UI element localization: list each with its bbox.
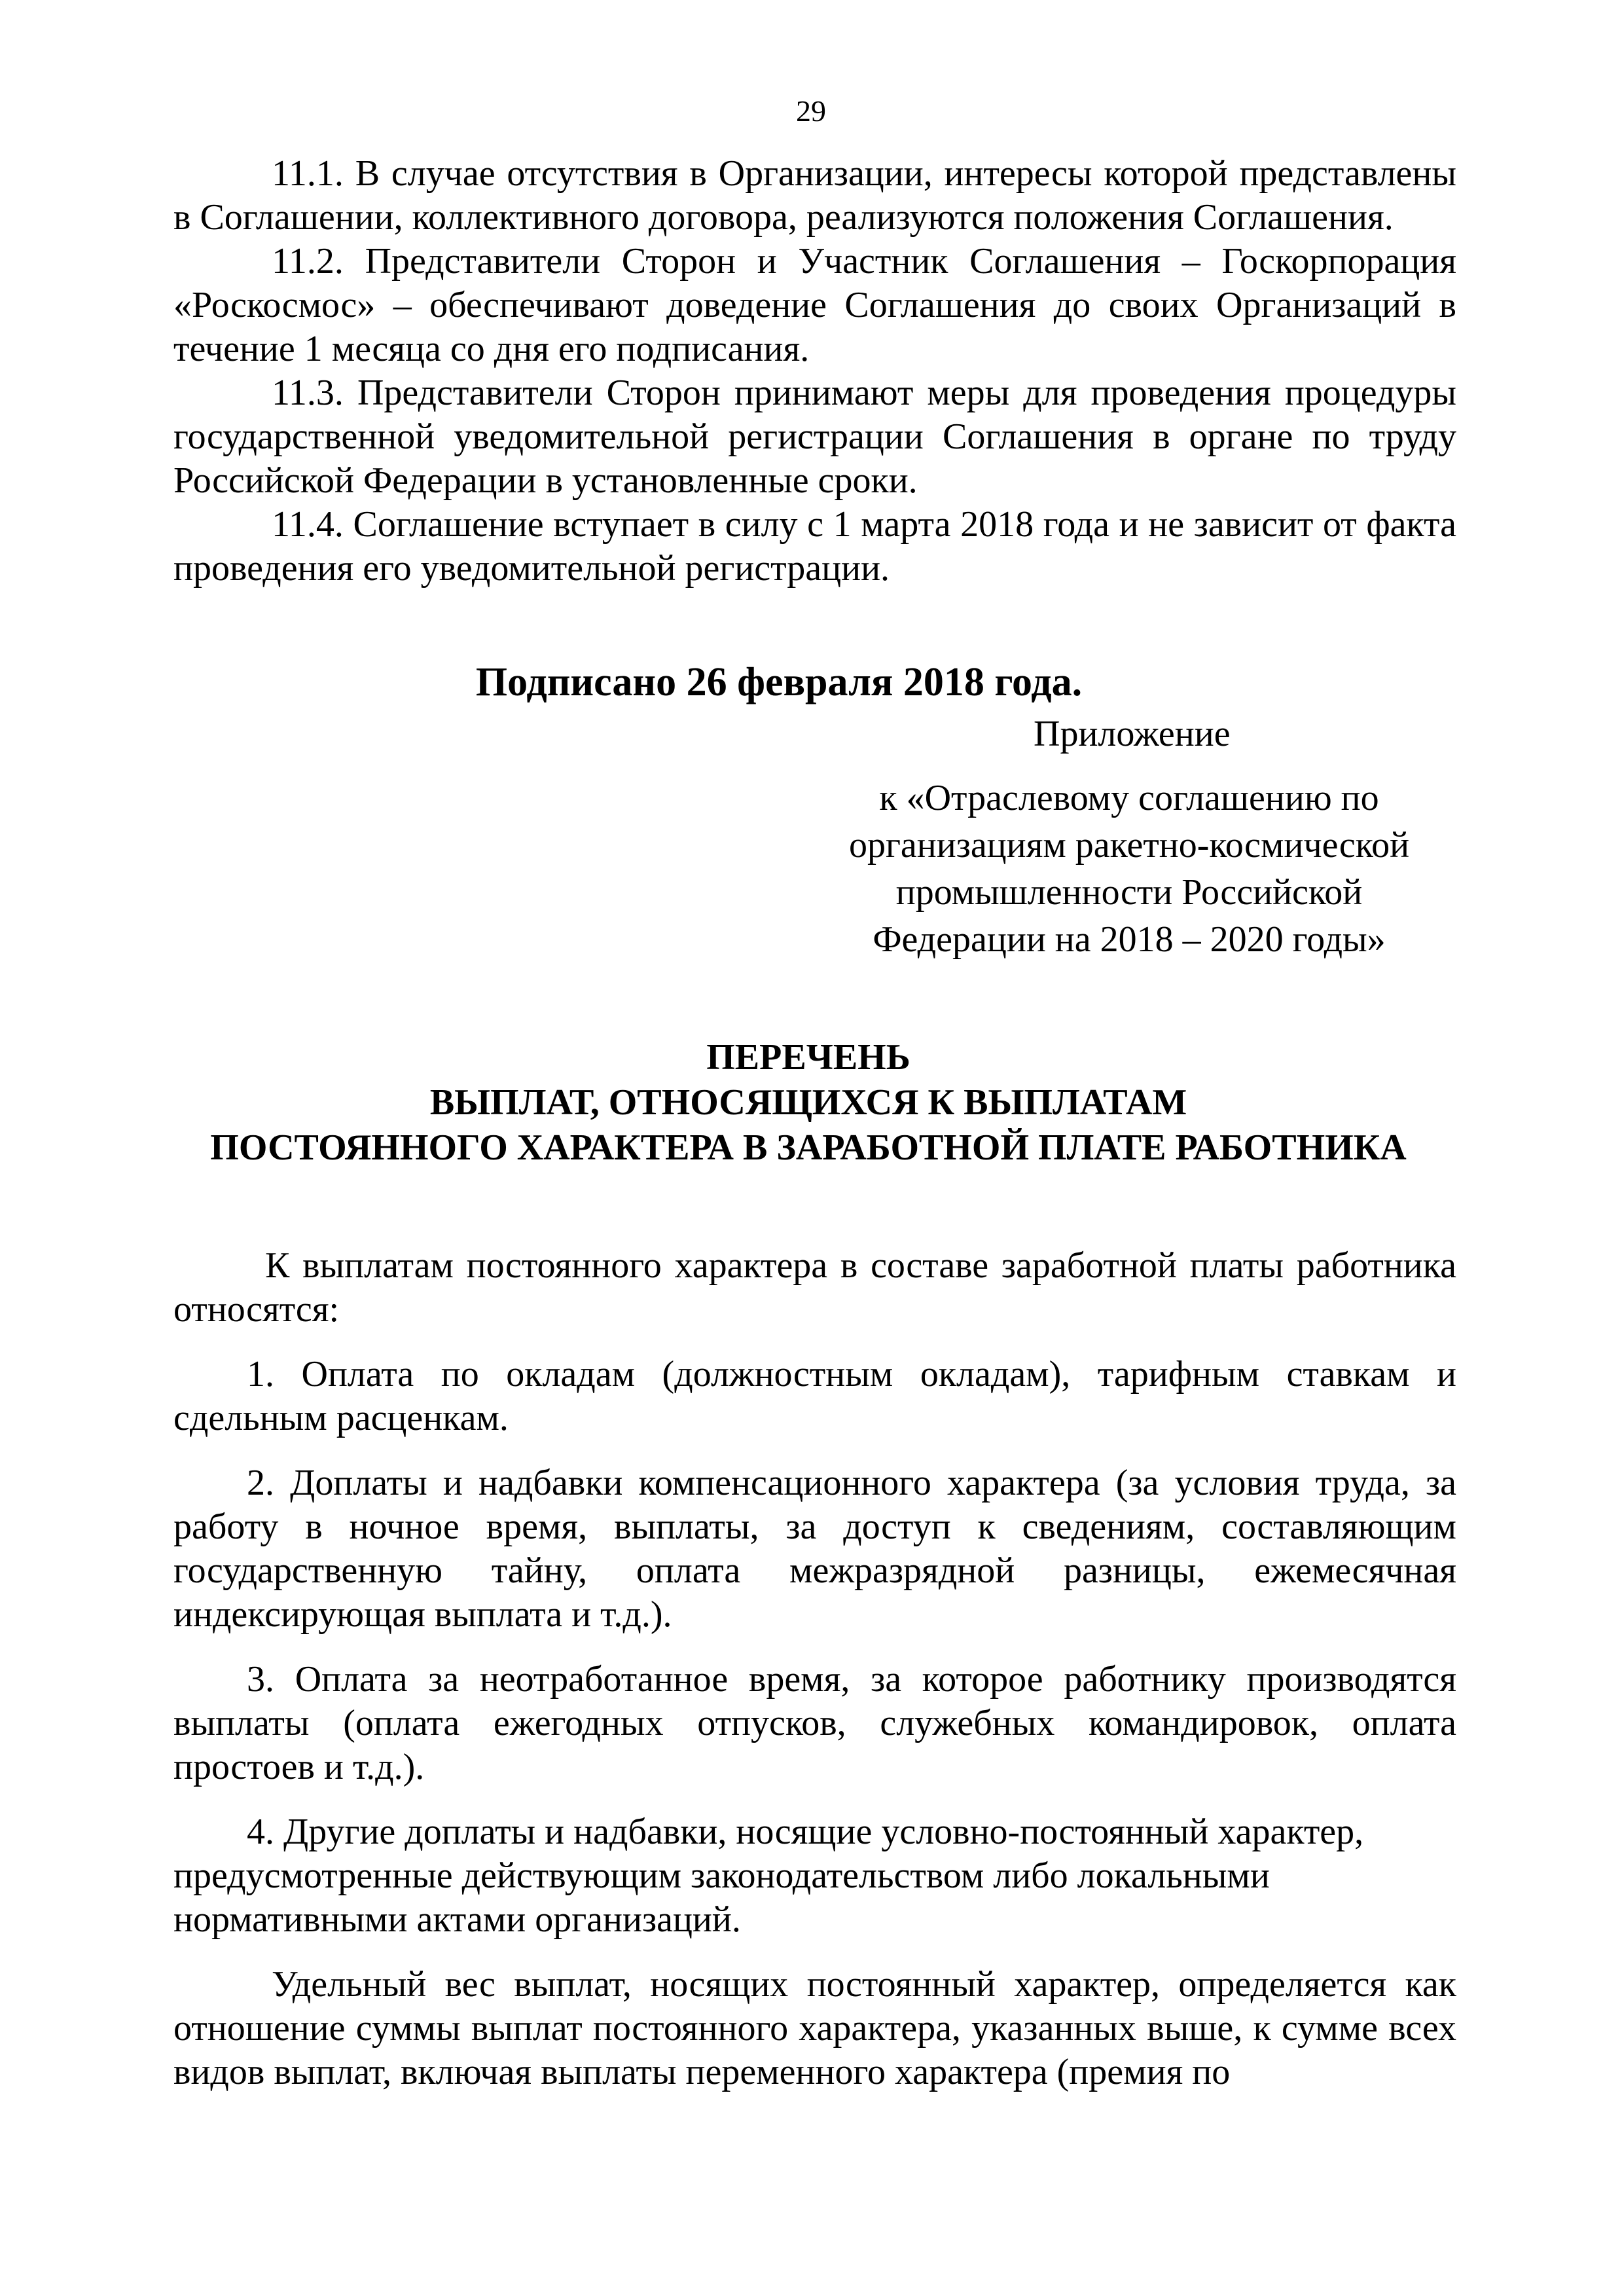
appendix-line: Федерации на 2018 – 2020 годы» xyxy=(873,919,1386,960)
heading-line: ПОСТОЯННОГО ХАРАКТЕРА В ЗАРАБОТНОЙ ПЛАТЕ РАБОТНИКА xyxy=(210,1127,1407,1168)
page-number: 29 xyxy=(796,94,826,128)
clause-11-1: 11.1. В случае отсутствия в Организации, интересы которой представлены в Соглашении, коллективного договора, реализуются положения Соглашения. xyxy=(173,153,1456,238)
clause-11-2: 11.2. Представители Сторон и Участник Соглашения – Госкорпорация «Роскосмос» – обеспечивают доведение Соглашения до своих Организаций в течение 1 месяца со дня его подписания. xyxy=(173,241,1456,369)
list-item-3: 3. Оплата за неотработанное время, за которое работнику производятся выплаты (оплата ежегодных отпусков, служебных командировок, оплата простоев и т.д.). xyxy=(173,1659,1456,1787)
appendix-line: промышленности Российской xyxy=(895,872,1363,913)
list-item-4: 4. Другие доплаты и надбавки, носящие условно-постоянный характер, предусмотренные действующим законодательством либо локальными нормативными актами организаций. xyxy=(173,1812,1364,1940)
closing-paragraph: Удельный вес выплат, носящих постоянный характер, определяется как отношение суммы выплат постоянного характера, указанных выше, к сумме всех видов выплат, включая выплаты переменного характера (премия по xyxy=(173,1964,1456,2092)
appendix-text xyxy=(173,774,1417,963)
list-heading xyxy=(173,1035,1456,1171)
page-content xyxy=(173,152,1456,2094)
list-item-1: 1. Оплата по окладам (должностным окладам), тарифным ставкам и сдельным расценкам. xyxy=(173,1354,1456,1438)
signing-date: Подписано 26 февраля 2018 года. xyxy=(475,660,1083,704)
clause-11-3: 11.3. Представители Сторон принимают меры для проведения процедуры государственной уведомительной регистрации Соглашения в органе по труду Российской Федерации в установленные сроки. xyxy=(173,373,1456,501)
appendix-line: организациям ракетно-космической xyxy=(848,825,1410,866)
clause-11-4: 11.4. Соглашение вступает в силу с 1 марта 2018 года и не зависит от факта проведения его уведомительной регистрации. xyxy=(173,504,1456,589)
heading-line: ВЫПЛАТ, ОТНОСЯЩИХСЯ К ВЫПЛАТАМ xyxy=(429,1082,1187,1123)
list-item-2: 2. Доплаты и надбавки компенсационного характера (за условия труда, за работу в ночное время, выплаты, за доступ к сведениям, составляющим государственную тайну, оплата межразрядной разницы, ежемесячная индексирующая выплата и т.д.). xyxy=(173,1463,1456,1635)
appendix-line: к «Отраслевому соглашению по xyxy=(879,778,1379,818)
appendix-reference xyxy=(173,710,1456,963)
appendix-title: Приложение xyxy=(1034,714,1231,754)
heading-line: ПЕРЕЧЕНЬ xyxy=(706,1037,910,1078)
intro-paragraph: К выплатам постоянного характера в составе заработной платы работника относятся: xyxy=(173,1245,1456,1330)
